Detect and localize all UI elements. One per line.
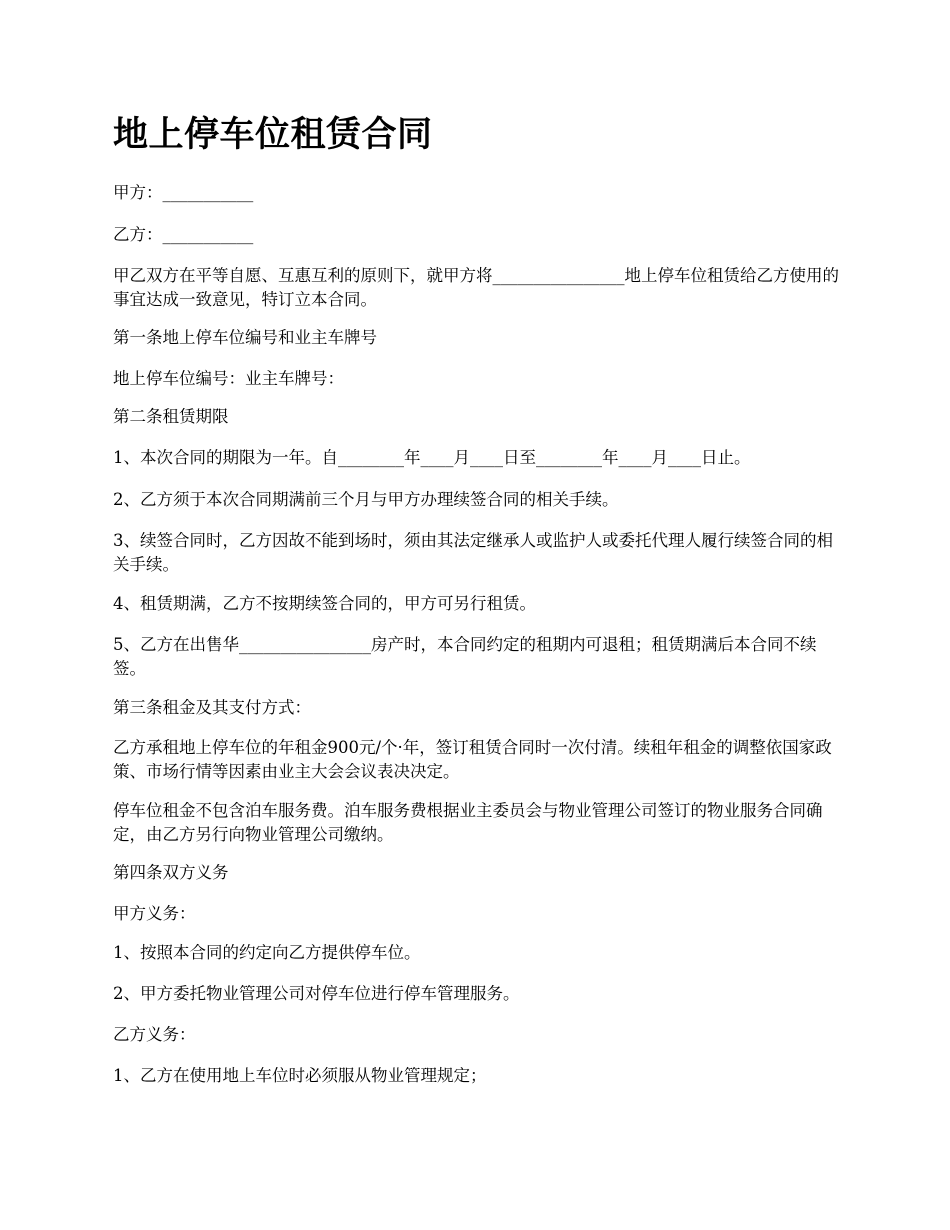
article-3-fee-paragraph: 停车位租金不包含泊车服务费。泊车服务费根据业主委员会与物业管理公司签订的物业服务合同确定，由乙方另行向物业管理公司缴纳。 [113, 801, 823, 844]
party-a-duties-heading: 甲方义务： [113, 904, 196, 923]
article-2-item-3: 3、续签合同时，乙方因故不能到场时，须由其法定继承人或监护人或委托代理人履行续签合同的相关手续。 [113, 531, 833, 574]
article-3-heading: 第三条租金及其支付方式： [113, 698, 311, 717]
party-b-line: 乙方：___________ [113, 225, 254, 244]
article-4-heading: 第四条双方义务 [113, 863, 229, 882]
article-3-rent-paragraph: 乙方承租地上停车位的年租金900元/个·年，签订租赁合同时一次付清。续租年租金的调整依国家政策、市场行情等因素由业主大会会议表决决定。 [113, 738, 832, 781]
document-title: 地上停车位租赁合同 [113, 114, 433, 155]
preamble-paragraph: 甲乙双方在平等自愿、互惠互利的原则下，就甲方将________________地上停车位租赁给乙方使用的事宜达成一致意见，特订立本合同。 [113, 266, 839, 309]
article-2-item-2: 2、乙方须于本次合同期满前三个月与甲方办理续签合同的相关手续。 [113, 490, 619, 509]
party-a-duty-1: 1、按照本合同的约定向乙方提供停车位。 [113, 943, 421, 962]
party-b-duty-1: 1、乙方在使用地上车位时必须服从物业管理规定； [113, 1066, 487, 1085]
party-a-duty-2: 2、甲方委托物业管理公司对停车位进行停车管理服务。 [113, 984, 520, 1003]
article-1-heading: 第一条地上停车位编号和业主车牌号 [113, 328, 377, 347]
party-b-duties-heading: 乙方义务： [113, 1025, 196, 1044]
article-2-item-5: 5、乙方在出售华________________房产时，本合同约定的租期内可退租；租赁期满后本合同不续签。 [113, 635, 817, 678]
article-2-item-4: 4、租赁期满，乙方不按期续签合同的，甲方可另行租赁。 [113, 594, 536, 613]
article-2-heading: 第二条租赁期限 [113, 407, 229, 426]
article-2-item-1: 1、本次合同的期限为一年。自________年____月____日至________年____月____日止。 [113, 448, 751, 467]
party-a-line: 甲方：___________ [113, 183, 254, 202]
article-1-text: 地上停车位编号：业主车牌号： [113, 369, 344, 388]
